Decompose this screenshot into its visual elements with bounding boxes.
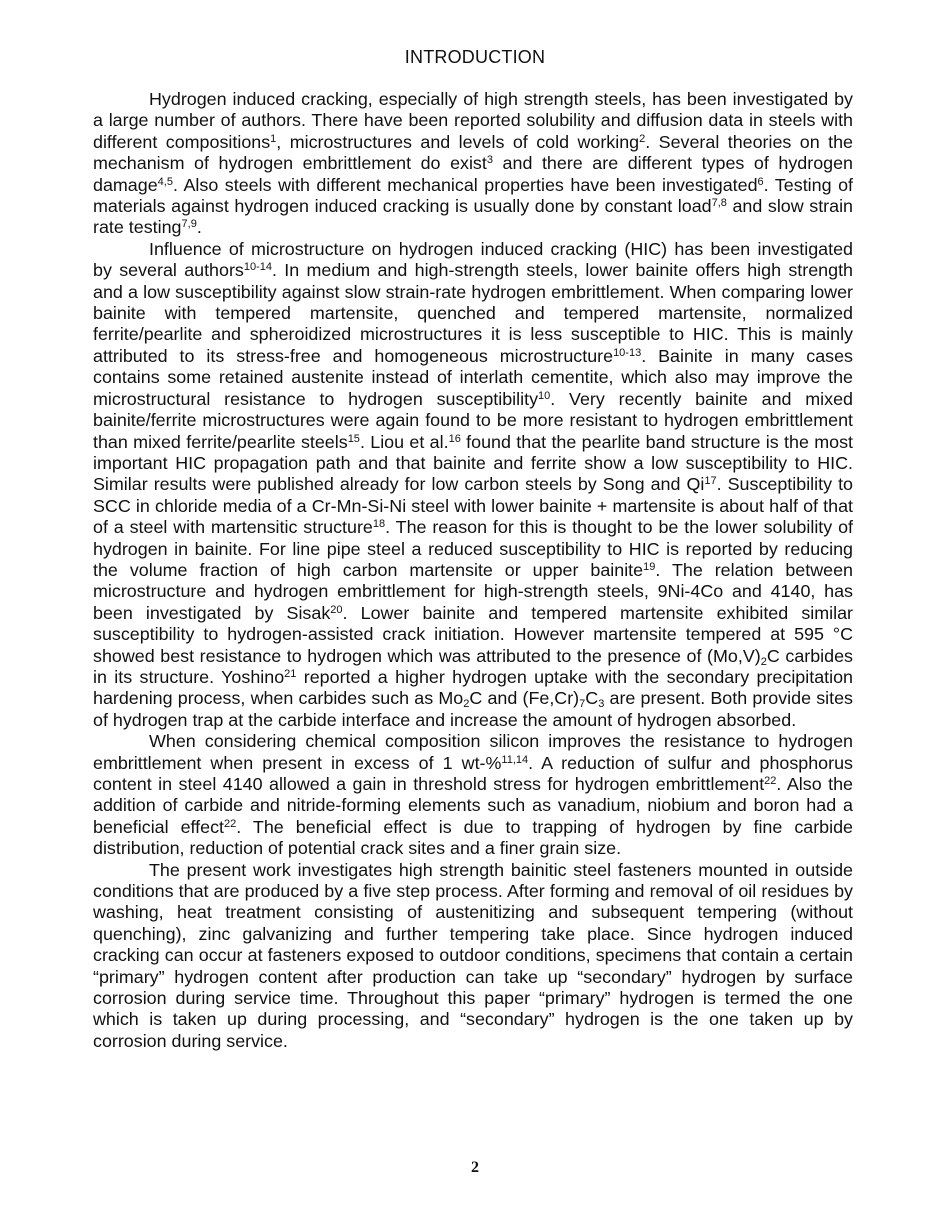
chemical-subscript: 7 xyxy=(579,698,586,711)
citation-ref: 17 xyxy=(704,475,717,488)
text-run: are present. Both provide sites of hydrogen trap at the carbide interface and increase the amount of hydrogen absorbed. xyxy=(93,688,853,730)
text-run: Hydrogen induced cracking, especially of high strength steels, has been investigated by a large number of authors. There have been reported solubility and diffusion data in steels with different compositions xyxy=(93,89,853,152)
chemical-subscript: 2 xyxy=(463,698,470,711)
text-run: . The reason for this is thought to be the lower solubility of hydrogen in bainite. For line pipe steel a reduced susceptibility to HIC is reported by reducing the volume fraction of high carbon martensite or upper bainite xyxy=(93,517,853,580)
citation-ref: 16 xyxy=(448,432,461,445)
citation-ref: 18 xyxy=(372,518,386,531)
text-run: and there are different types of hydrogen damage xyxy=(93,153,853,195)
text-run: The present work investigates high strength bainitic steel fasteners mounted in outside conditions that are produced by a five step process. After forming and removal of oil residues by washing, heat treatment consisting of austenitizing and subsequent tempering (without quenching), zinc galvanizing and further tempering take place. Since hydrogen induced cracking can occur at fasteners exposed to outdoor conditions, specimens that contain a certain “primary” hydrogen content after production can take up “secondary” hydrogen by surface corrosion during service time. Throughout this paper “primary” hydrogen is termed the one which is taken up during processing, and “secondary” hydrogen is the one taken up by corrosion during service. xyxy=(93,859,853,1051)
text-run: . Bainite in many cases contains some retained austenite instead of interlath cementite, which also may improve the microstructural resistance to hydrogen susceptibility xyxy=(93,345,853,409)
text-run: C and (Fe,Cr) xyxy=(469,688,580,709)
page-number: 2 xyxy=(471,1159,479,1176)
paragraph-3 xyxy=(93,731,853,859)
citation-ref: 2 xyxy=(639,132,646,145)
citation-ref: 15 xyxy=(347,432,360,445)
paragraph-2 xyxy=(93,239,853,731)
citation-ref: 4,5 xyxy=(157,175,173,188)
citation-ref: 11,14 xyxy=(501,753,529,766)
body-text xyxy=(93,89,853,1052)
text-run: . Very recently bainite and mixed bainite/ferrite microstructures were again found to be more resistant to hydrogen embrittlement than mixed ferrite/pearlite steels xyxy=(93,388,853,452)
text-run: . Several theories on the mechanism of hydrogen embrittlement do exist xyxy=(93,131,854,174)
text-run: . Lower bainite and tempered martensite exhibited similar susceptibility to hydrogen-assisted crack initiation. However martensite tempered at 595 °C showed best resistance to hydrogen which was attributed to the presence of (Mo,V) xyxy=(93,602,853,666)
citation-ref: 10 xyxy=(538,389,551,402)
text-run: reported a higher hydrogen uptake with the secondary precipitation hardening process, when carbides such as Mo xyxy=(93,666,853,709)
citation-ref: 6 xyxy=(757,175,764,188)
citation-ref: 22 xyxy=(764,775,777,787)
text-run: . The relation between microstructure and hydrogen embrittlement for high-strength steels, 9Ni-4Co and 4140, has been investigated by Sisak xyxy=(93,559,853,623)
citation-ref: 21 xyxy=(284,667,297,680)
citation-ref: 7,9 xyxy=(181,218,197,231)
chemical-subscript: 3 xyxy=(598,698,605,711)
citation-ref: 3 xyxy=(486,154,493,167)
text-run: . In medium and high-strength steels, lower bainite offers high strength and a low susceptibility against slow strain-rate hydrogen embrittlement. When comparing lower bainite with tempered martensite, quenched and tempered martensite, normalized ferrite/pearlite and spheroidized microstructures it is less susceptible to HIC. This is mainly attributed to its stress-free and homogeneous microstructure xyxy=(93,260,853,366)
text-run: . Also steels with different mechanical properties have been investigated xyxy=(172,174,758,195)
text-run: Influence of microstructure on hydrogen induced cracking (HIC) has been investigated by several authors xyxy=(93,238,853,281)
citation-ref: 10-14 xyxy=(243,261,273,274)
paragraph-1 xyxy=(93,89,853,239)
citation-ref: 22 xyxy=(224,817,237,830)
text-run: . The beneficial effect is due to trapping of hydrogen by fine carbide distribution, reduction of potential crack sites and a finer grain size. xyxy=(93,816,853,859)
paragraph-4 xyxy=(93,860,853,1053)
text-run: found that the pearlite band structure is the most important HIC propagation path and that bainite and ferrite show a low susceptibility to HIC. Similar results were published already for low carbon steels by Song and Qi xyxy=(93,431,853,495)
citation-ref: 1 xyxy=(270,132,277,145)
text-run: C xyxy=(585,688,599,709)
text-run: When considering chemical composition silicon improves the resistance to hydrogen embrittlement when present in excess of 1 wt-% xyxy=(93,731,853,773)
text-run: . xyxy=(196,217,202,238)
text-run: and slow strain rate testing xyxy=(93,196,853,238)
text-run: , microstructures and levels of cold working xyxy=(276,131,640,152)
text-run: . Testing of materials against hydrogen induced cracking is usually done by constant load xyxy=(93,174,853,217)
text-run: . A reduction of sulfur and phosphorus content in steel 4140 allowed a gain in threshold stress for hydrogen embrittlement xyxy=(93,752,853,794)
citation-ref: 7,8 xyxy=(711,197,727,210)
text-run: C carbides in its structure. Yoshino xyxy=(93,645,853,687)
text-run: . Liou et al. xyxy=(359,431,449,452)
chemical-subscript: 2 xyxy=(760,655,767,668)
citation-ref: 19 xyxy=(643,560,656,573)
citation-ref: 20 xyxy=(330,603,343,616)
citation-ref: 10-13 xyxy=(613,346,642,359)
text-run: . Susceptibility to SCC in chloride media of a Cr-Mn-Si-Ni steel with lower bainite + martensite is about half of that of a steel with martensitic structure xyxy=(93,474,853,538)
section-heading: INTRODUCTION xyxy=(404,47,546,67)
text-run: . Also the addition of carbide and nitride-forming elements such as vanadium, niobium and boron had a beneficial effect xyxy=(93,774,853,837)
